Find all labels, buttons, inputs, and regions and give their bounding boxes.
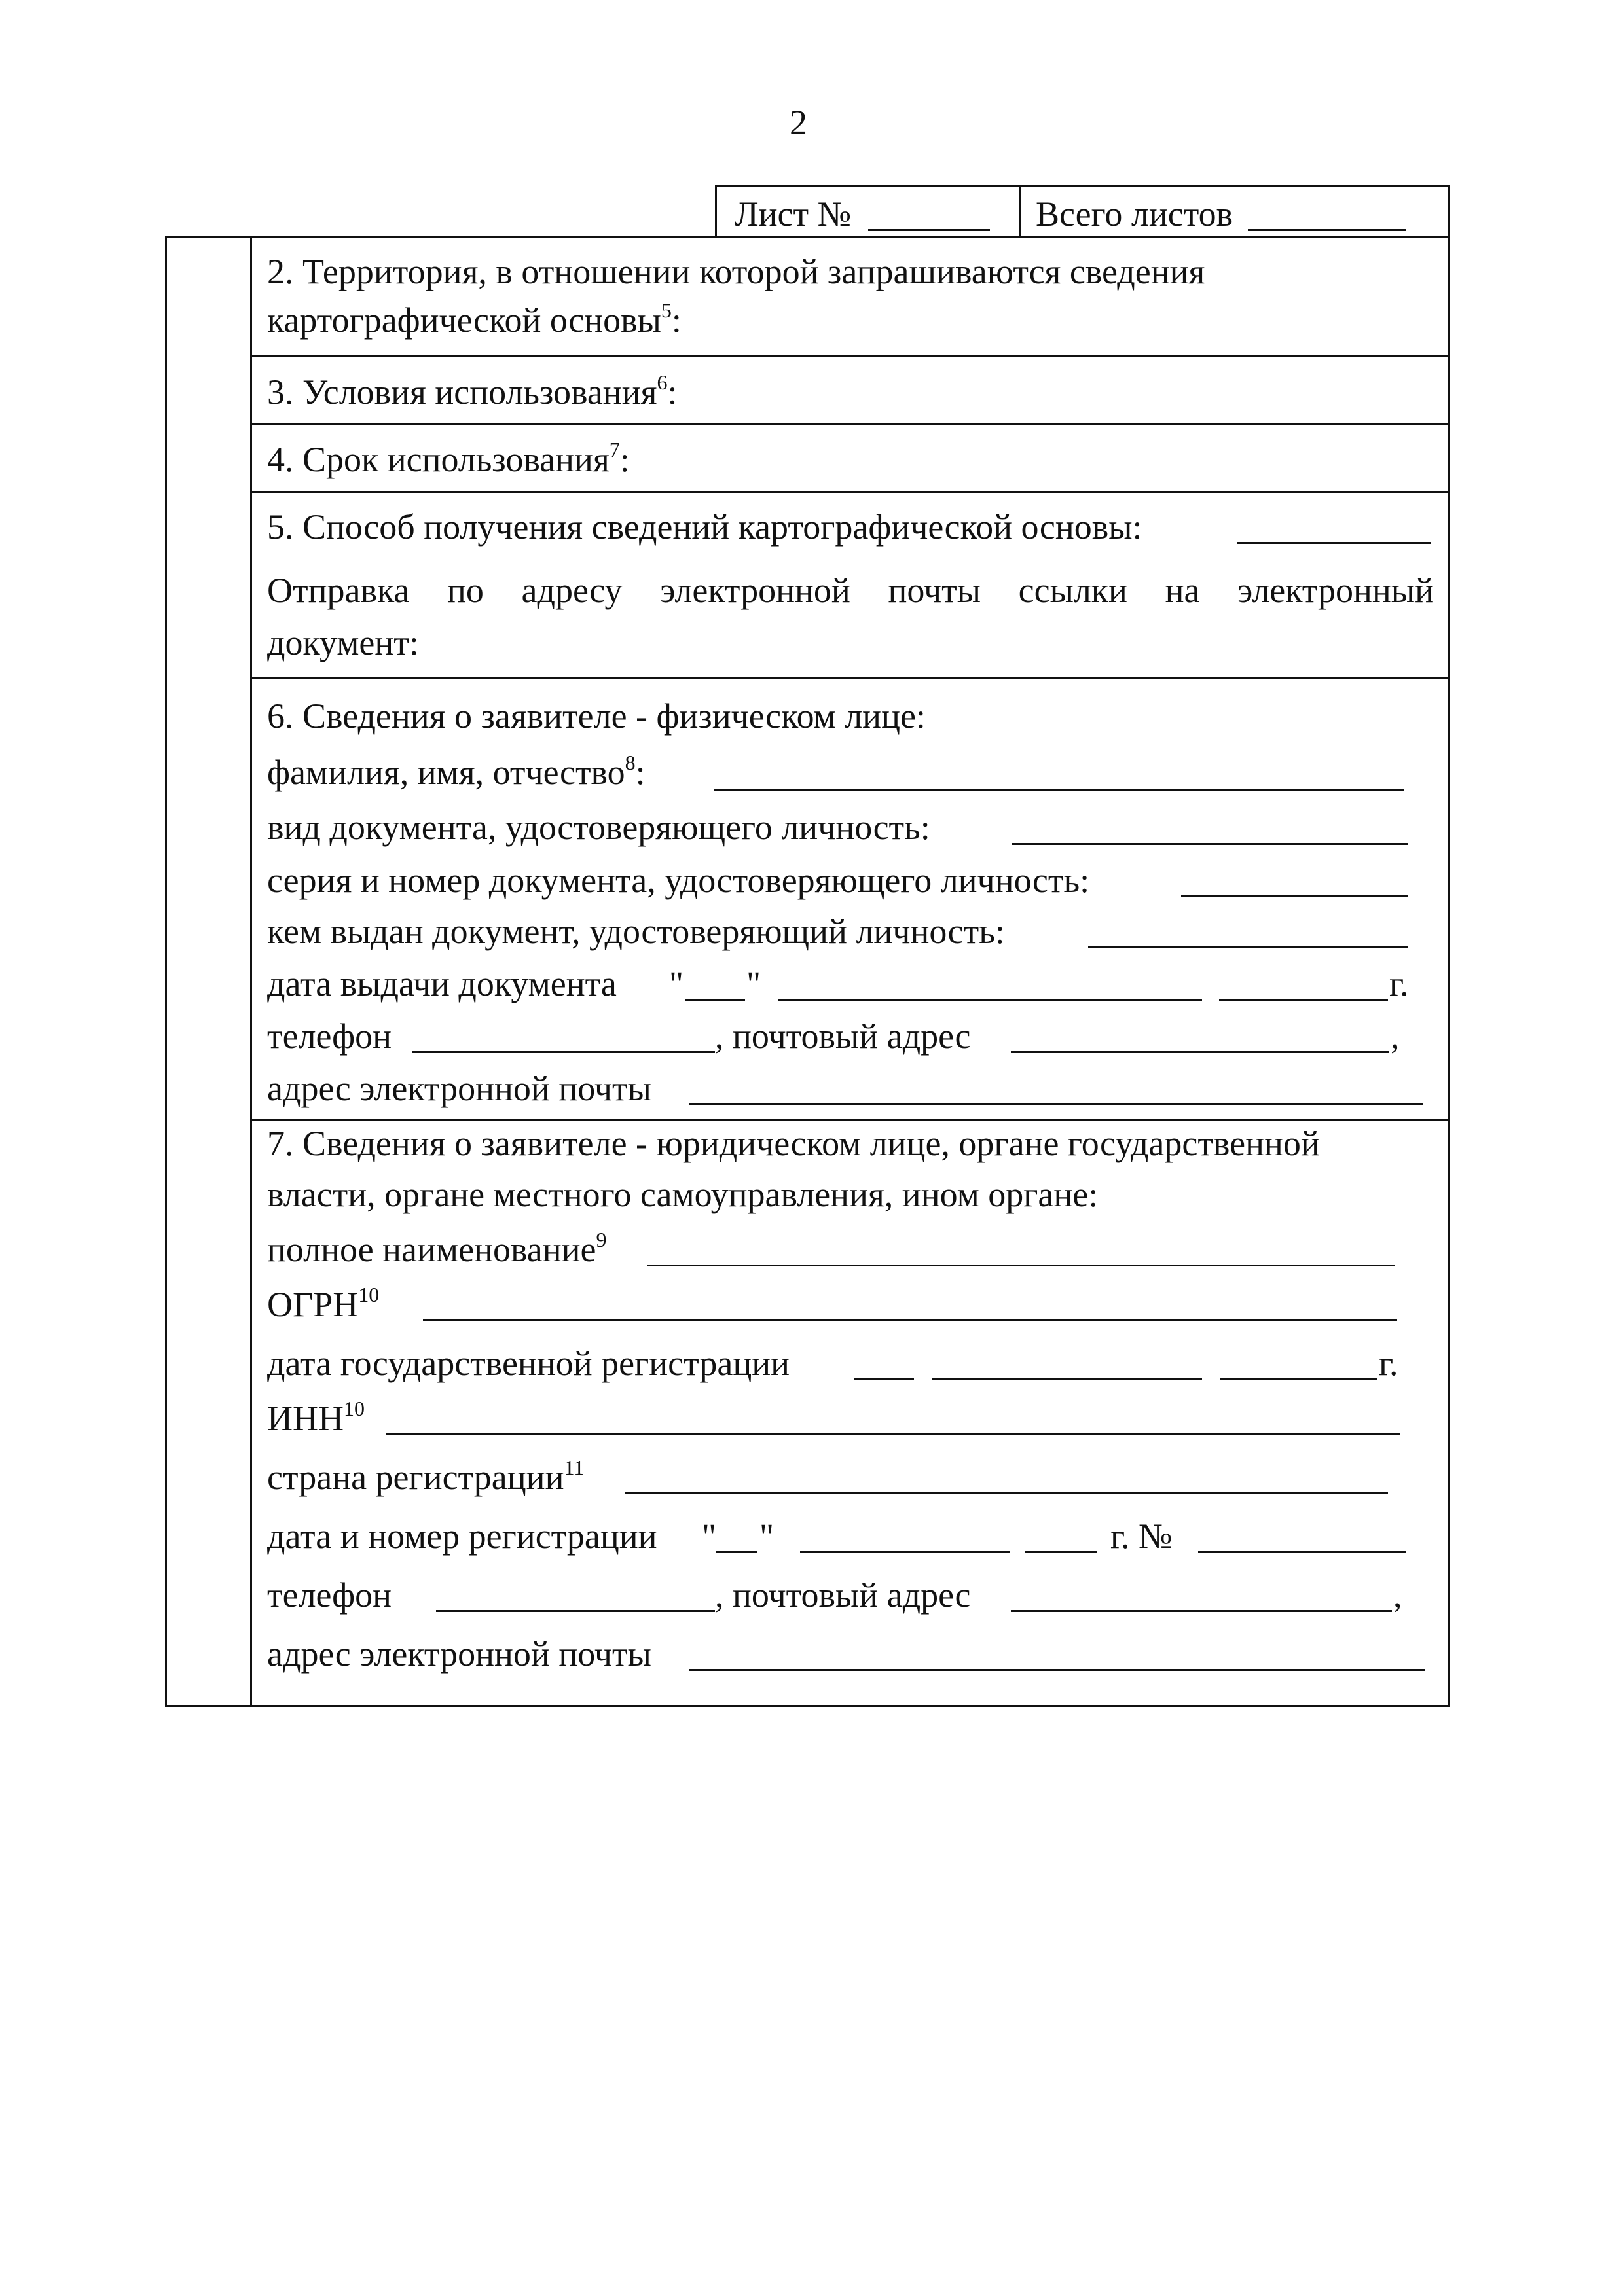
footnote-ref: 10 (344, 1397, 365, 1420)
postal-field[interactable] (1011, 1051, 1389, 1053)
legal-title: 7. Сведения о заявителе - юридическом лице, органе государственной (267, 1124, 1320, 1163)
legal-title-2: власти, органе местного самоуправления, ином органе: (267, 1175, 1099, 1214)
quote-close: " (759, 1516, 775, 1556)
year-no-label: г. № (1110, 1516, 1173, 1556)
territory-label-2: картографической основы$^5$: (267, 298, 682, 340)
reg-num-year-field[interactable] (1025, 1551, 1097, 1553)
territory-label: 2. Территория, в отношении которой запрашиваются сведения (267, 252, 1205, 291)
usage-conditions-label: 3. Условия использования$^6$: (267, 370, 678, 412)
reg-date-num-label: дата и номер регистрации (267, 1516, 657, 1556)
year-suffix: г. (1379, 1344, 1398, 1383)
postal-field[interactable] (1011, 1610, 1392, 1612)
reg-day-field[interactable] (854, 1378, 914, 1380)
email-field[interactable] (689, 1669, 1425, 1671)
email-option-text-2: документ: (267, 623, 419, 662)
doc-issuer-label: кем выдан документ, удостоверяющий личность: (267, 912, 1005, 951)
phone-label: телефон (267, 1016, 392, 1056)
doc-date-label: дата выдачи документа (267, 964, 617, 1003)
footnote-ref: 11 (564, 1456, 585, 1479)
year-suffix: г. (1389, 964, 1409, 1003)
footnote-ref: 8 (625, 751, 636, 774)
footnote-ref: 5 (661, 298, 672, 322)
doc-month-field[interactable] (778, 999, 1202, 1001)
phone-field[interactable] (436, 1610, 715, 1612)
quote-close: " (746, 964, 761, 1003)
ogrn-label: ОГРН$^{10}$ (267, 1283, 380, 1324)
reg-month-field[interactable] (932, 1378, 1202, 1380)
email-option-text: Отправка по адресу электронной почты ссылки на электронный (267, 571, 1434, 610)
quote-open: " (702, 1516, 717, 1556)
total-sheets-field[interactable] (1248, 229, 1406, 231)
reg-number-field[interactable] (1198, 1551, 1406, 1553)
reg-date-label: дата государственной регистрации (267, 1344, 790, 1383)
reg-num-day-field[interactable] (716, 1551, 757, 1553)
country-field[interactable] (625, 1492, 1388, 1494)
individual-title: 6. Сведения о заявителе - физическом лице: (267, 696, 926, 736)
page-number: 2 (790, 103, 807, 142)
reg-year-field[interactable] (1220, 1378, 1377, 1380)
phone-label: телефон (267, 1575, 392, 1615)
footnote-ref: 6 (657, 370, 668, 394)
sheet-no-field[interactable] (868, 229, 990, 231)
footnote-ref: 9 (596, 1228, 607, 1251)
full-name-field[interactable] (647, 1265, 1395, 1266)
fio-label: фамилия, имя, отчество$^8$: (267, 751, 646, 792)
doc-type-field[interactable] (1012, 843, 1408, 845)
receive-method-field[interactable] (1237, 542, 1431, 544)
full-name-label: полное наименование$^9$ (267, 1228, 607, 1269)
doc-year-field[interactable] (1219, 999, 1388, 1001)
email-label: адрес электронной почты (267, 1634, 651, 1674)
doc-number-field[interactable] (1181, 895, 1408, 897)
fio-field[interactable] (714, 789, 1404, 791)
footnote-ref: 10 (358, 1283, 380, 1306)
email-label: адрес электронной почты (267, 1069, 651, 1108)
total-sheets-label: Всего листов (1036, 194, 1233, 234)
postal-label: , почтовый адрес (715, 1016, 971, 1056)
comma: , (1391, 1016, 1400, 1056)
doc-issuer-field[interactable] (1088, 946, 1408, 948)
quote-open: " (669, 964, 684, 1003)
inn-field[interactable] (386, 1433, 1400, 1435)
sheet-no-label: Лист № (735, 194, 852, 234)
ogrn-field[interactable] (423, 1319, 1397, 1321)
postal-label: , почтовый адрес (715, 1575, 971, 1615)
email-field[interactable] (689, 1103, 1423, 1105)
inn-label: ИНН$^{10}$ (267, 1397, 365, 1438)
receive-method-label: 5. Способ получения сведений картографической основы: (267, 507, 1142, 547)
country-label: страна регистрации$^{11}$ (267, 1456, 585, 1497)
doc-number-label: серия и номер документа, удостоверяющего личность: (267, 861, 1090, 900)
phone-field[interactable] (412, 1051, 715, 1053)
usage-term-label: 4. Срок использования$^7$: (267, 438, 630, 479)
doc-type-label: вид документа, удостоверяющего личность: (267, 808, 930, 847)
comma: , (1393, 1575, 1402, 1615)
doc-day-field[interactable] (685, 999, 745, 1001)
reg-num-month-field[interactable] (800, 1551, 1010, 1553)
footnote-ref: 7 (609, 438, 620, 461)
